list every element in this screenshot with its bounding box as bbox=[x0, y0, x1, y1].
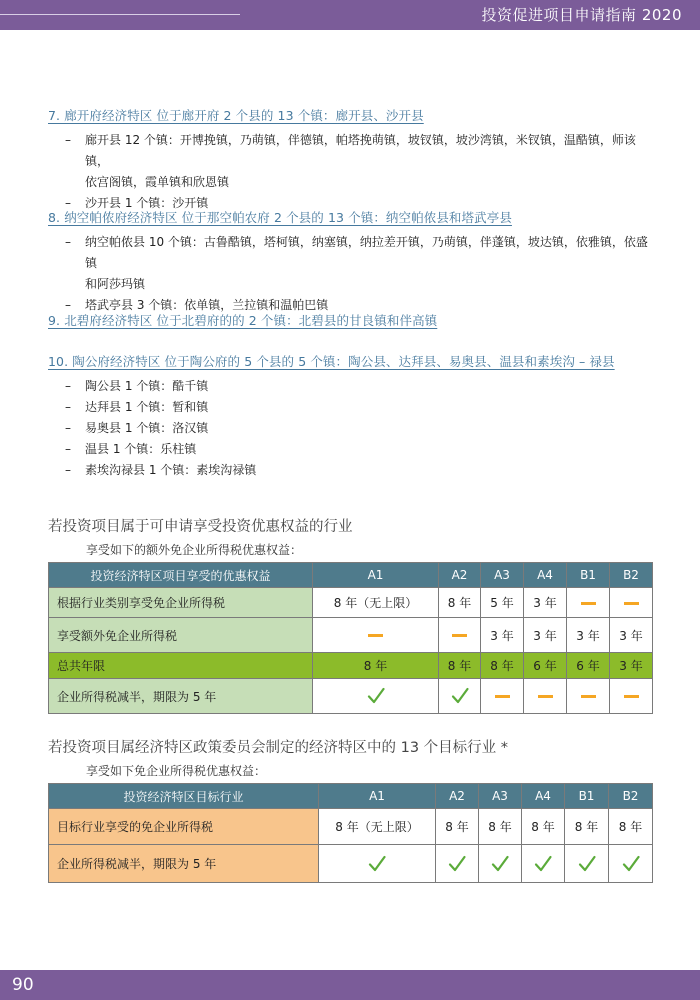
list-item-text: 陶公县 1 个镇：酷千镇 bbox=[85, 379, 209, 393]
list-item-text: 达拜县 1 个镇：暂和镇 bbox=[85, 400, 209, 414]
table-row bbox=[49, 679, 653, 714]
table-cell: 6 年 bbox=[567, 653, 610, 679]
list-item: – 塔武亭县 3 个镇：依单镇，兰拉镇和温帕巴镇 bbox=[65, 298, 329, 312]
column-header: B2 bbox=[609, 784, 653, 809]
list-item-text: 廊开县 12 个镇：开博挽镇，乃萌镇，伴德镇，帕塔挽萌镇，坡钗镇，坡沙湾镇，米钗镇，温酷镇，师该镇， bbox=[85, 133, 636, 168]
table-cell: 3 年 bbox=[610, 618, 653, 653]
column-header: A4 bbox=[524, 563, 567, 588]
table-cell bbox=[439, 679, 481, 714]
list-item-text: 依宫阁镇，霞单镇和欣恩镇 bbox=[85, 175, 230, 189]
check-icon bbox=[447, 854, 467, 874]
list-item: – 纳空帕侬县 10 个镇：古鲁酷镇，塔柯镇，纳塞镇，纳拉差开镇，乃萌镇，伴蓬镇，坡达镇，依雅镇，依盛镇 bbox=[65, 235, 648, 270]
column-header: A3 bbox=[481, 563, 524, 588]
table-row bbox=[49, 618, 653, 653]
table-cell: 8 年（无上限） bbox=[319, 809, 436, 845]
table-cell: 8 年 bbox=[436, 809, 479, 845]
section1-heading: 若投资项目属于可申请享受投资优惠权益的行业 bbox=[48, 519, 353, 535]
list-item: – 达拜县 1 个镇：暂和镇 bbox=[65, 400, 209, 414]
column-header: A3 bbox=[479, 784, 522, 809]
zone-title: 8. 纳空帕侬府经济特区 位于那空帕农府 2 个县的 13 个镇：纳空帕侬县和塔武亭县 bbox=[48, 210, 512, 225]
table-cell: 3 年 bbox=[567, 618, 610, 653]
list-item: – 陶公县 1 个镇：酷千镇 bbox=[65, 379, 209, 393]
list-item-continued bbox=[48, 274, 658, 295]
table-header-row bbox=[49, 784, 653, 809]
table-cell: 3 年 bbox=[481, 618, 524, 653]
table-row bbox=[49, 809, 653, 845]
dash-icon bbox=[495, 695, 510, 698]
column-header: A4 bbox=[522, 784, 565, 809]
check-icon bbox=[450, 686, 470, 706]
table-cell: 8 年 bbox=[481, 653, 524, 679]
dash-icon bbox=[624, 602, 639, 605]
list-item: – 易奥县 1 个镇：洛汉镇 bbox=[65, 421, 209, 435]
zone-title: 10. 陶公府经济特区 位于陶公府的 5 个县的 5 个镇：陶公县、达拜县、易奥县、温县和素埃沟 – 禄县 bbox=[48, 354, 615, 369]
table-cell: 8 年 bbox=[479, 809, 522, 845]
row-label: 企业所得税减半，期限为 5 年 bbox=[49, 845, 319, 883]
row-label: 享受额外免企业所得税 bbox=[49, 618, 313, 653]
table-cell bbox=[439, 618, 481, 653]
table-row-total bbox=[49, 653, 653, 679]
zone-title: 7. 廊开府经济特区 位于廊开府 2 个县的 13 个镇：廊开县、沙开县 bbox=[48, 108, 424, 123]
row-label: 根据行业类别享受免企业所得税 bbox=[49, 588, 313, 618]
table-cell bbox=[479, 845, 522, 883]
table-cell bbox=[609, 845, 653, 883]
section2-heading: 若投资项目属经济特区政策委员会制定的经济特区中的 13 个目标行业 * bbox=[48, 740, 509, 756]
table-row bbox=[49, 588, 653, 618]
dash-icon bbox=[624, 695, 639, 698]
table-cell: 3 年 bbox=[524, 588, 567, 618]
column-header: 投资经济特区目标行业 bbox=[49, 784, 319, 809]
dash-icon bbox=[452, 634, 467, 637]
row-label: 总共年限 bbox=[49, 653, 313, 679]
check-icon bbox=[490, 854, 510, 874]
row-label: 企业所得税减半，期限为 5 年 bbox=[49, 679, 313, 714]
zone-town-list bbox=[48, 130, 658, 214]
table-cell bbox=[436, 845, 479, 883]
zone-town-list bbox=[48, 232, 658, 316]
list-item-text: 素埃沟禄县 1 个镇：素埃沟禄镇 bbox=[85, 463, 257, 477]
table-cell: 8 年（无上限） bbox=[313, 588, 439, 618]
header-bar bbox=[0, 0, 700, 30]
zone-7 bbox=[48, 106, 658, 214]
benefits-table-2 bbox=[48, 783, 653, 883]
column-header: B1 bbox=[567, 563, 610, 588]
table-cell: 3 年 bbox=[610, 653, 653, 679]
list-item-text: 纳空帕侬县 10 个镇：古鲁酷镇，塔柯镇，纳塞镇，纳拉差开镇，乃萌镇，伴蓬镇，坡达镇，依雅镇，依盛镇 bbox=[85, 235, 648, 270]
table-cell bbox=[567, 588, 610, 618]
section1-subheading: 享受如下的额外免企业所得税优惠权益： bbox=[86, 543, 303, 557]
table-row bbox=[49, 845, 653, 883]
table-header-row bbox=[49, 563, 653, 588]
table-cell: 8 年 bbox=[609, 809, 653, 845]
benefits-table-1 bbox=[48, 562, 653, 714]
column-header: A1 bbox=[313, 563, 439, 588]
table-cell bbox=[313, 679, 439, 714]
zone-8 bbox=[48, 208, 658, 316]
table-cell bbox=[524, 679, 567, 714]
zone-10 bbox=[48, 352, 658, 481]
table-cell bbox=[567, 679, 610, 714]
header-title: 投资促进项目申请指南 2020 bbox=[481, 6, 682, 24]
check-icon bbox=[367, 854, 387, 874]
list-item: – 廊开县 12 个镇：开博挽镇，乃萌镇，伴德镇，帕塔挽萌镇，坡钗镇，坡沙湾镇，米钗镇，温酷镇，师该镇， bbox=[65, 133, 636, 168]
zone-town-list bbox=[48, 376, 658, 481]
list-item-text: 塔武亭县 3 个镇：依单镇，兰拉镇和温帕巴镇 bbox=[85, 298, 329, 312]
check-icon bbox=[533, 854, 553, 874]
dash-icon bbox=[538, 695, 553, 698]
table-cell bbox=[481, 679, 524, 714]
list-item: – 温县 1 个镇：乐柱镇 bbox=[65, 442, 197, 456]
zone-title: 9. 北碧府经济特区 位于北碧府的的 2 个镇：北碧县的甘良镇和伴高镇 bbox=[48, 313, 438, 328]
check-icon bbox=[366, 686, 386, 706]
list-item-text: 和阿莎玛镇 bbox=[85, 277, 146, 291]
list-item-text: 易奥县 1 个镇：洛汉镇 bbox=[85, 421, 209, 435]
row-label: 目标行业享受的免企业所得税 bbox=[49, 809, 319, 845]
table-cell bbox=[319, 845, 436, 883]
table-cell: 8 年 bbox=[313, 653, 439, 679]
zone-9 bbox=[48, 311, 658, 335]
table-cell bbox=[522, 845, 565, 883]
footer-bar bbox=[0, 970, 700, 1000]
column-header: A2 bbox=[439, 563, 481, 588]
column-header: 投资经济特区项目享受的优惠权益 bbox=[49, 563, 313, 588]
list-item-continued bbox=[48, 172, 658, 193]
table-cell: 3 年 bbox=[524, 618, 567, 653]
table-cell bbox=[565, 845, 609, 883]
table-cell: 8 年 bbox=[439, 653, 481, 679]
dash-icon bbox=[368, 634, 383, 637]
column-header: B2 bbox=[610, 563, 653, 588]
list-item-text: 温县 1 个镇：乐柱镇 bbox=[85, 442, 197, 456]
table-cell: 5 年 bbox=[481, 588, 524, 618]
dash-icon bbox=[581, 695, 596, 698]
column-header: A2 bbox=[436, 784, 479, 809]
list-item-text: 沙开县 1 个镇：沙开镇 bbox=[85, 196, 209, 210]
table-cell bbox=[610, 588, 653, 618]
table-cell bbox=[610, 679, 653, 714]
table-cell: 8 年 bbox=[439, 588, 481, 618]
table-cell: 8 年 bbox=[565, 809, 609, 845]
check-icon bbox=[577, 854, 597, 874]
column-header: B1 bbox=[565, 784, 609, 809]
table-cell: 8 年 bbox=[522, 809, 565, 845]
column-header: A1 bbox=[319, 784, 436, 809]
page-number: 90 bbox=[12, 975, 34, 995]
table-cell bbox=[313, 618, 439, 653]
dash-icon bbox=[581, 602, 596, 605]
list-item: – 沙开县 1 个镇：沙开镇 bbox=[65, 196, 209, 210]
check-icon bbox=[621, 854, 641, 874]
table-cell: 6 年 bbox=[524, 653, 567, 679]
list-item: – 素埃沟禄县 1 个镇：素埃沟禄镇 bbox=[65, 463, 257, 477]
header-rule bbox=[0, 14, 240, 15]
section2-subheading: 享受如下免企业所得税优惠权益： bbox=[86, 764, 267, 778]
